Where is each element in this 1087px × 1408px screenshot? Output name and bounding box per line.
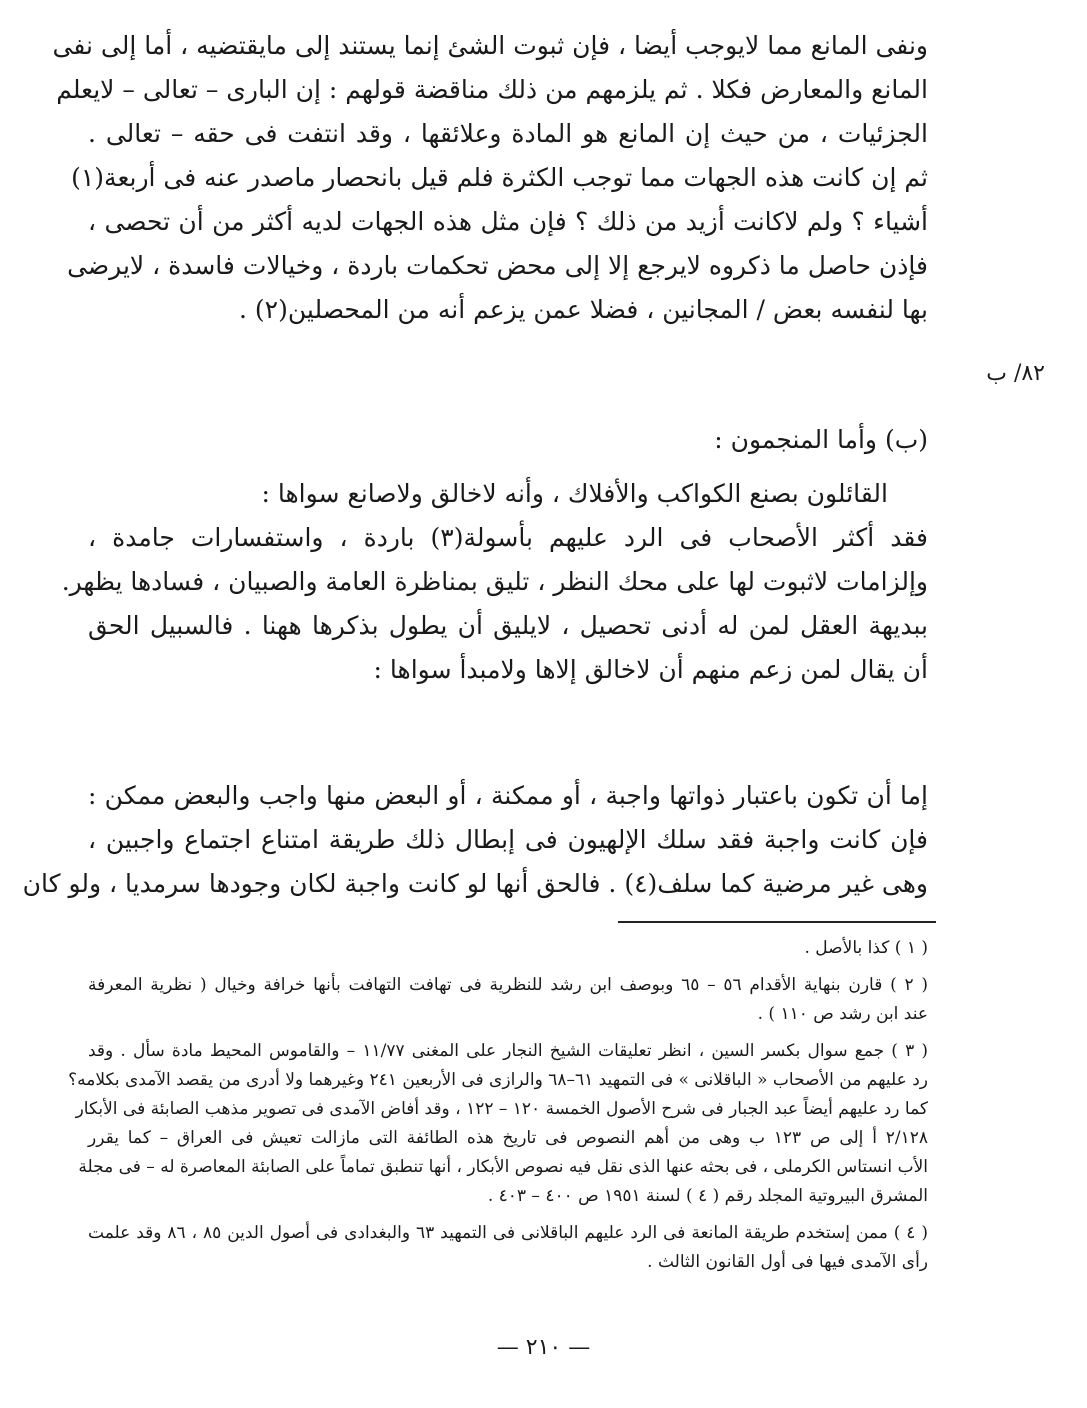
footnote-4 (88, 1219, 928, 1277)
footnote-line: عند ابن رشد ص ١١٠ ) . (757, 1004, 928, 1024)
footnotes (68, 934, 929, 1277)
footnote-line: ٢/١٢٨ أ إلى ص ١٢٣ ب وهى من أهم النصوص فى تاريخ هذه الطائفة التى مازالت تعيش فى العراق – كما يقرر (88, 1128, 928, 1148)
margin-folio-note: ٨٢/ ب (986, 361, 1045, 386)
footnote-line: رأى الآمدى فيها فى أول القانون الثالث . (647, 1252, 928, 1272)
body-line: فإذن حاصل ما ذكروه لايرجع إلا إلى محض تحكمات باردة ، وخيالات فاسدة ، لايرضى (67, 251, 928, 280)
body-line: بها لنفسه بعض / المجانين ، فضلا عمن يزعم أنه من المحصلين(٢) . (239, 295, 928, 324)
body-line: أشياء ؟ ولم لاكانت أزيد من ذلك ؟ فإن مثل هذه الجهات لديه أكثر من أن تحصى ، (88, 207, 928, 236)
footnote-line: المشرق البيروتية المجلد رقم ( ٤ ) لسنة ١٩٥١ ص ٤٠٠ – ٤٠٣ . (487, 1186, 928, 1206)
body-line: الجزئيات ، من حيث إن المانع هو المادة وعلائقها ، وقد انتفت فى حقه – تعالى . (88, 119, 928, 148)
page-number: — ٢١٠ — (496, 1335, 591, 1360)
body-line: ببديهة العقل لمن له أدنى تحصيل ، لايليق أن يطول بذكرها ههنا . فالسبيل الحق (88, 611, 928, 640)
footnote-3 (68, 1037, 929, 1211)
body-line: فقد أكثر الأصحاب فى الرد عليهم بأسولة(٣) باردة ، واستفسارات جامدة ، (88, 523, 928, 552)
body-line: أن يقال لمن زعم منهم أن لاخالق إلاها ولامبدأ سواها : (373, 655, 928, 684)
footnote-line: الأب انستاس الكرملى ، فى بحثه عنها الذى نقل فيه نصوص الأبكار ، أنها تنطبق تماماً على الصابئة المعاصرة له – فى مجلة (78, 1157, 928, 1177)
body-line: وهى غير مرضية كما سلف(٤) . فالحق أنها لو كانت واجبة لكان وجودها سرمديا ، ولو كان (22, 869, 928, 898)
body-line: المانع والمعارض فكلا . ثم يلزمهم من ذلك مناقضة قولهم : إن البارى – تعالى – لايعلم (56, 75, 928, 104)
section-heading: (ب) وأما المنجمون : (714, 425, 928, 454)
body-paragraph-2 (61, 472, 928, 692)
body-line: القائلون بصنع الكواكب والأفلاك ، وأنه لاخالق ولاصانع سواها : (261, 479, 888, 508)
footnote-line: ( ٣ ) جمع سوال بكسر السين ، انظر تعليقات الشيخ النجار على المغنى ١١/٧٧ – والقاموس المحيط مادة سأل . وقد (88, 1041, 929, 1061)
footnote-1 (88, 934, 928, 963)
footnote-line: رد عليهم من الأصحاب « الباقلانى » فى التمهيد ٦١–٦٨ والرازى فى الأربعين ٢٤١ وغيرهما ولا أدرى من يقصد الآمدى بكلامه؟ (68, 1070, 928, 1090)
body-paragraph-3 (22, 774, 928, 906)
footnote-2 (88, 971, 928, 1029)
footnote-line: ( ٢ ) قارن بنهاية الأقدام ٥٦ – ٦٥ وبوصف ابن رشد للنظرية فى تهافت التهافت بأنها خرافة وخيال ( نظرية المعرفة (88, 975, 929, 995)
body-line: ونفى المانع مما لايوجب أيضا ، فإن ثبوت الشئ إنما يستند إلى مايقتضيه ، أما إلى نفى (52, 31, 928, 60)
footnote-separator (618, 921, 936, 923)
body-paragraph-1 (52, 24, 928, 332)
body-line: وإلزامات لاثبوت لها على محك النظر ، تليق بمناظرة العامة والصبيان ، فسادها يظهر. (61, 567, 928, 596)
footnote-line: كما رد عليهم أيضاً عبد الجبار فى شرح الأصول الخمسة ١٢٠ – ١٢٢ ، وقد أفاض الآمدى فى تصوير مذهب الصابئة فى الأبكار (75, 1099, 928, 1119)
body-line: إما أن تكون باعتبار ذواتها واجبة ، أو ممكنة ، أو البعض منها واجب والبعض ممكن : (88, 781, 928, 810)
footnote-line: ( ١ ) كذا بالأصل . (804, 938, 928, 958)
body-line: ثم إن كانت هذه الجهات مما توجب الكثرة فلم قيل بانحصار ماصدر عنه فى أربعة(١) (71, 163, 928, 192)
footnote-line: ( ٤ ) ممن إستخدم طريقة المانعة فى الرد عليهم الباقلانى فى التمهيد ٦٣ والبغدادى فى أصول الدين ٨٥ ، ٨٦ وقد علمت (88, 1223, 928, 1243)
body-line: فإن كانت واجبة فقد سلك الإلهيون فى إبطال ذلك طريقة امتناع اجتماع واجبين ، (88, 825, 928, 854)
